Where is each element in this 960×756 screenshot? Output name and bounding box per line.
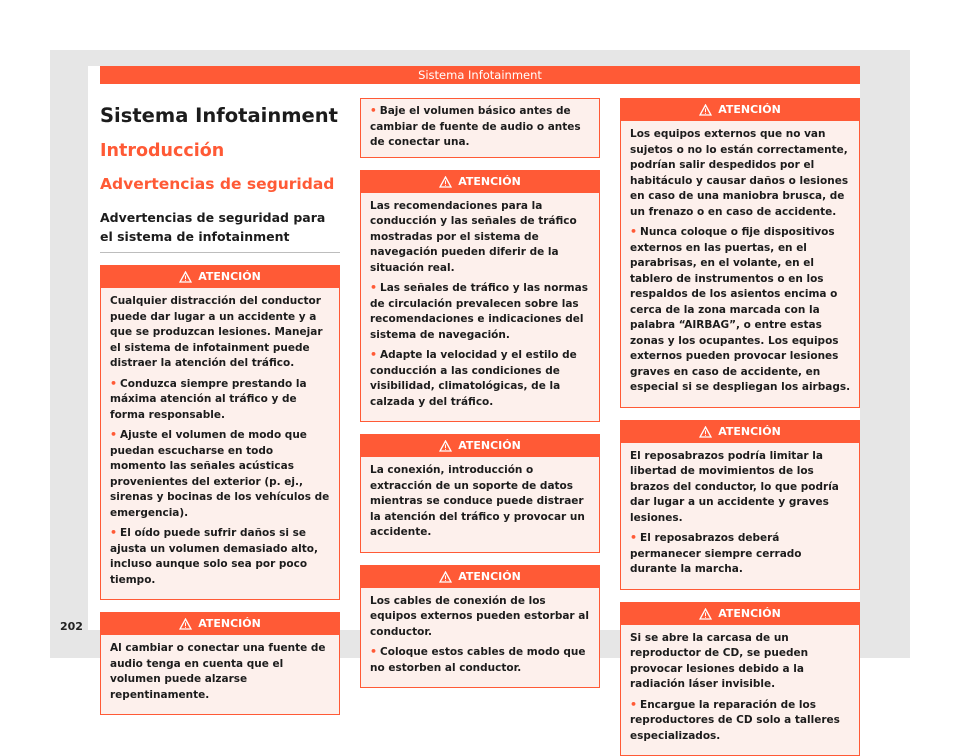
warning-bullet	[110, 525, 331, 588]
column-2	[360, 98, 600, 688]
column-3	[620, 98, 860, 756]
warning-bullet	[110, 427, 331, 521]
warning-triangle-icon	[439, 571, 452, 583]
warning-header	[101, 266, 339, 288]
warning-text: Los cables de conexión de los equipos externos pueden estorbar al conductor.	[370, 594, 591, 641]
warning-box	[620, 420, 860, 590]
bullet-icon: •	[370, 645, 377, 658]
warning-bullet	[110, 376, 331, 424]
warning-bullet	[370, 280, 591, 343]
bullet-text: Ajuste el volumen de modo que puedan escucharse en todo momento las señales acústicas provenientes del exterior (p. ej., sirenas y bocinas de los vehículos de emergencia).	[110, 429, 329, 519]
warning-label: ATENCIÓN	[458, 569, 521, 585]
warning-box	[620, 602, 860, 756]
warning-label: ATENCIÓN	[458, 174, 521, 190]
bullet-icon: •	[110, 377, 117, 390]
bullet-text: El reposabrazos deberá permanecer siempre cerrado durante la marcha.	[630, 532, 802, 575]
bullet-text: Adapte la velocidad y el estilo de conducción a las condiciones de visibilidad, climatológicas, de la calzada y del tráfico.	[370, 349, 577, 408]
warning-header	[361, 435, 599, 457]
warning-text: Al cambiar o conectar una fuente de audio tenga en cuenta que el volumen puede alzarse repentinamente.	[110, 641, 331, 703]
bullet-text: Nunca coloque o fije dispositivos externos en las puertas, en el parabrisas, en el volante, en el tablero de instrumentos o en los respaldos de los asientos encima o cerca de la zona marcada con la palabra “AIRBAG”, o entre estas zonas y los ocupantes. Los equipos externos pueden provocar lesiones graves en caso de accidente, en especial si se despliegan los airbags.	[630, 226, 850, 393]
bullet-text: Coloque estos cables de modo que no estorben al conductor.	[370, 646, 585, 674]
warning-triangle-icon	[179, 271, 192, 283]
warning-header	[361, 566, 599, 588]
warning-triangle-icon	[179, 618, 192, 630]
bullet-text: El oído puede sufrir daños si se ajusta un volumen demasiado alto, incluso aunque solo sea por poco tiempo.	[110, 527, 318, 586]
warning-triangle-icon	[699, 426, 712, 438]
warning-box	[360, 434, 600, 553]
warning-box	[360, 170, 600, 423]
warning-bullet	[370, 104, 591, 151]
warning-label: ATENCIÓN	[718, 424, 781, 440]
warning-header	[361, 171, 599, 193]
warning-triangle-icon	[699, 104, 712, 116]
warning-bullet	[630, 530, 851, 578]
warning-header	[101, 613, 339, 635]
section-title: Introducción	[100, 140, 340, 162]
warning-text: Si se abre la carcasa de un reproductor de CD, se pueden provocar lesiones debido a la radiación láser invisible.	[630, 631, 851, 693]
warning-label: ATENCIÓN	[458, 438, 521, 454]
column-1	[100, 98, 340, 715]
section-header-title: Sistema Infotainment	[418, 68, 542, 82]
warning-triangle-icon	[439, 440, 452, 452]
warning-text: Las recomendaciones para la conducción y las señales de tráfico mostradas por el sistema de navegación pueden diferir de la situación real.	[370, 199, 591, 277]
warning-box	[100, 612, 340, 715]
warning-box-continued	[360, 98, 600, 158]
warning-label: ATENCIÓN	[198, 269, 261, 285]
warning-label: ATENCIÓN	[718, 606, 781, 622]
bullet-icon: •	[370, 105, 377, 117]
bullet-icon: •	[110, 428, 117, 441]
warning-bullet	[630, 224, 851, 396]
warning-label: ATENCIÓN	[198, 616, 261, 632]
bullet-icon: •	[630, 225, 637, 238]
warning-text: La conexión, introducción o extracción de un soporte de datos mientras se conduce puede distraer la atención del tráfico y provocar un accidente.	[370, 463, 591, 541]
warning-bullet	[370, 347, 591, 410]
warning-triangle-icon	[439, 176, 452, 188]
warning-box	[100, 265, 340, 600]
bullet-icon: •	[370, 348, 377, 361]
warning-label: ATENCIÓN	[718, 102, 781, 118]
section-header-bar	[100, 66, 860, 84]
bullet-icon: •	[630, 531, 637, 544]
bullet-text: Conduzca siempre prestando la máxima atención al tráfico y de forma responsable.	[110, 378, 307, 421]
warning-header	[621, 99, 859, 121]
warning-text: Los equipos externos que no van sujetos o no lo están correctamente, podrían salir despedidos por el habitáculo y causar daños o lesiones en caso de una maniobra brusca, de un frenazo o en caso de accidente.	[630, 127, 851, 220]
bullet-icon: •	[630, 698, 637, 711]
topic-title: Advertencias de seguridad para el sistema de infotainment	[100, 208, 340, 253]
warning-bullet	[630, 697, 851, 745]
chapter-title: Sistema Infotainment	[100, 104, 340, 128]
warning-text: Cualquier distracción del conductor puede dar lugar a un accidente y a que se produzcan lesiones. Manejar el sistema de infotainment puede distraer la atención del tráfico.	[110, 294, 331, 372]
warning-bullet	[370, 644, 591, 676]
warning-header	[621, 603, 859, 625]
warning-header	[621, 421, 859, 443]
bullet-text: Baje el volumen básico antes de cambiar de fuente de audio o antes de conectar una.	[370, 105, 581, 148]
subsection-title: Advertencias de seguridad	[100, 174, 340, 194]
warning-box	[620, 98, 860, 408]
page-number: 202	[60, 620, 83, 633]
warning-text: El reposabrazos podría limitar la libertad de movimientos de los brazos del conductor, lo que podría dar lugar a un accidente y graves lesiones.	[630, 449, 851, 527]
bullet-text: Las señales de tráfico y las normas de circulación prevalecen sobre las recomendaciones e indicaciones del sistema de navegación.	[370, 282, 588, 341]
bullet-icon: •	[110, 526, 117, 539]
bullet-text: Encargue la reparación de los reproductores de CD solo a talleres especializados.	[630, 699, 840, 742]
warning-box	[360, 565, 600, 689]
warning-triangle-icon	[699, 608, 712, 620]
bullet-icon: •	[370, 281, 377, 294]
